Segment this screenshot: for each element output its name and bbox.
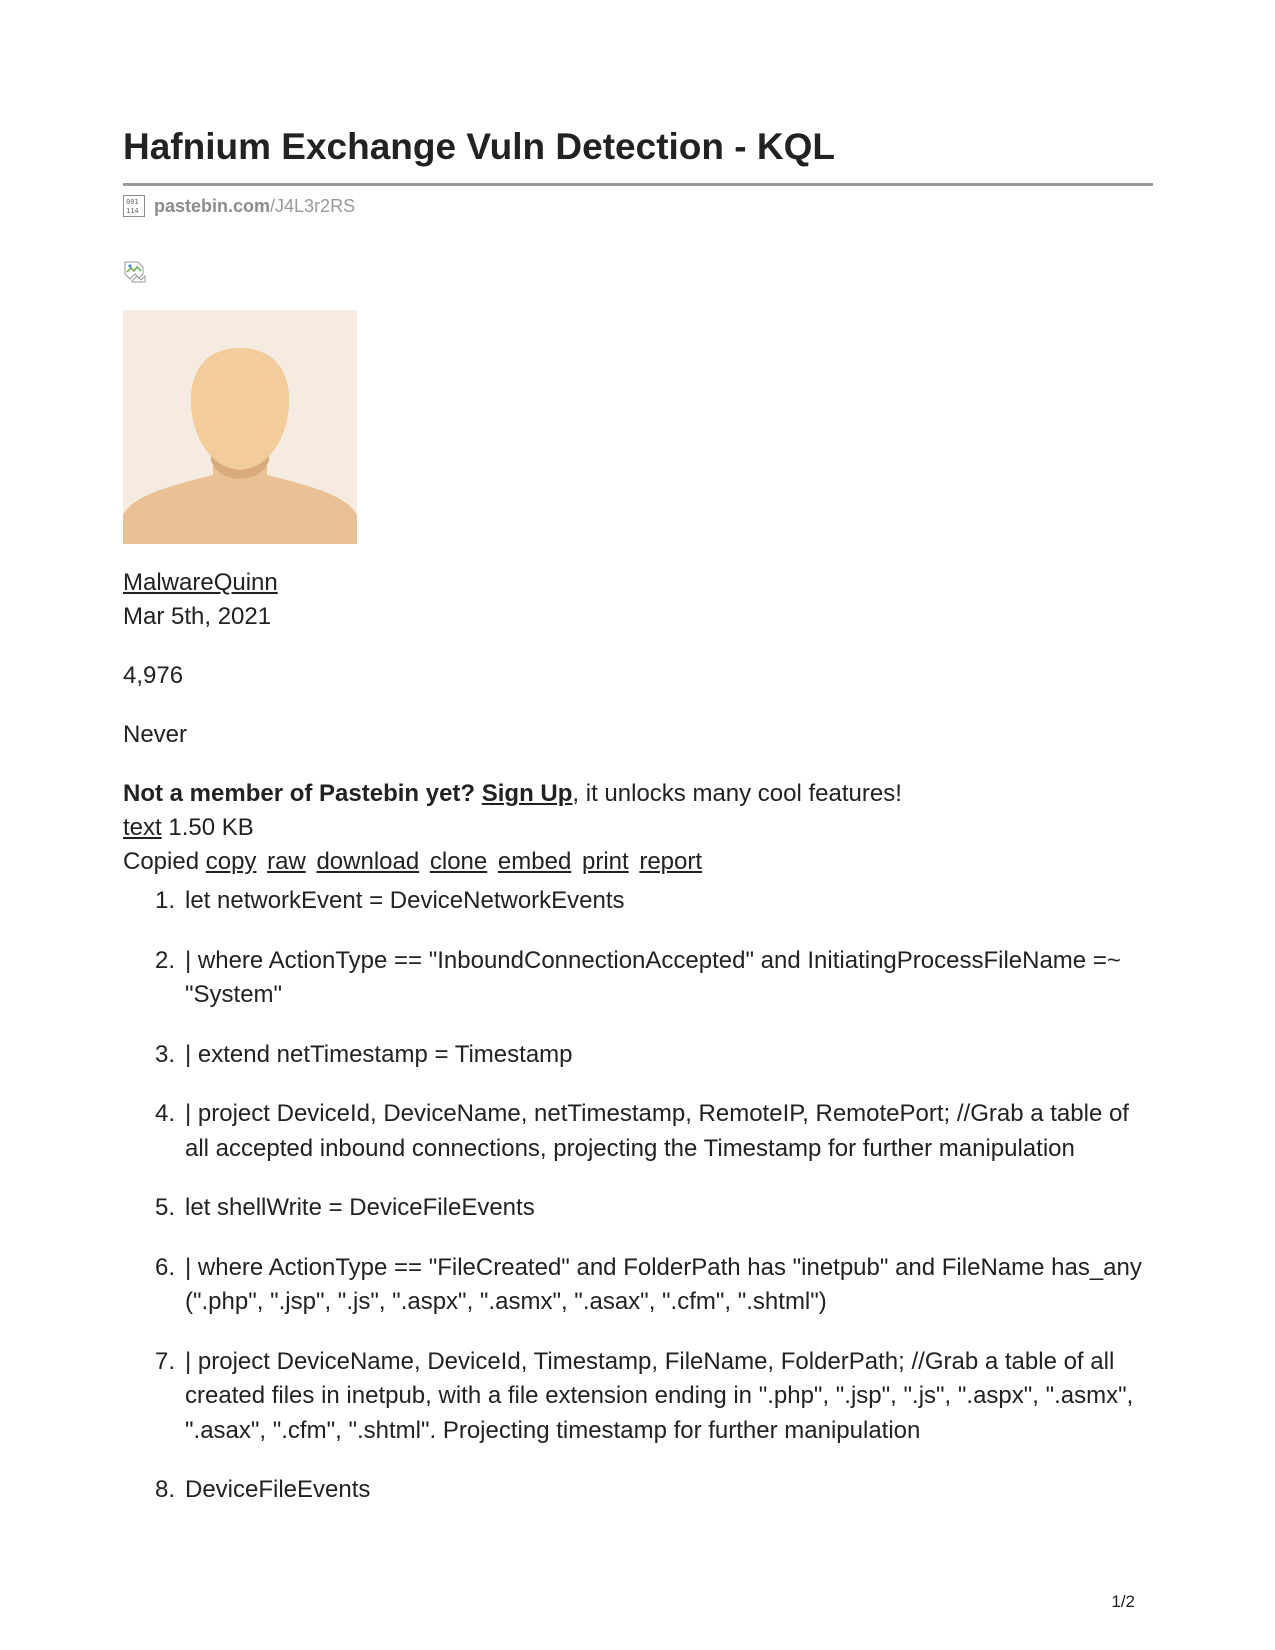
- download-link[interactable]: download: [316, 848, 420, 875]
- page-title: Hafnium Exchange Vuln Detection - KQL: [123, 126, 835, 167]
- syntax-link[interactable]: text: [123, 814, 162, 841]
- line-text: | extend netTimestamp = Timestamp: [185, 1040, 573, 1068]
- signup-banner: [123, 777, 902, 811]
- line-number: 4.: [155, 1100, 176, 1127]
- line-text: | where ActionType == "InboundConnectionAccepted" and InitiatingProcessFileName =~ "System": [185, 946, 1121, 1008]
- line-number: 1.: [155, 887, 176, 914]
- signup-rest: , it unlocks many cool features!: [572, 780, 902, 807]
- page-number: 1/2: [1111, 1592, 1135, 1611]
- code-line: [123, 884, 1153, 919]
- line-number: 6.: [155, 1253, 176, 1281]
- code-line: [123, 1473, 1153, 1508]
- source-link[interactable]: [123, 194, 355, 218]
- code-line: [123, 1191, 1153, 1226]
- author-avatar: [123, 310, 357, 544]
- code-line: [123, 1345, 1153, 1449]
- code-listing: [123, 884, 1153, 1533]
- code-line: [123, 1251, 1153, 1320]
- line-number: 5.: [155, 1194, 176, 1221]
- broken-image-icon: [123, 260, 147, 284]
- sign-up-link[interactable]: Sign Up: [481, 780, 573, 807]
- line-text: | project DeviceId, DeviceName, netTimestamp, RemoteIP, RemotePort; //Grab a table of all accepted inbound connections, projecting the Timestamp for further manipulation: [185, 1100, 1129, 1162]
- title-divider: [123, 183, 1153, 186]
- svg-text:001: 001: [126, 198, 139, 206]
- line-number: 2.: [155, 946, 176, 974]
- line-text: let networkEvent = DeviceNetworkEvents: [185, 887, 625, 914]
- clone-link[interactable]: clone: [429, 848, 488, 875]
- code-line: [123, 1097, 1153, 1166]
- author-link[interactable]: MalwareQuinn: [123, 569, 278, 596]
- svg-text:114: 114: [126, 207, 139, 215]
- action-bar: [123, 845, 706, 879]
- line-number: 7.: [155, 1347, 176, 1375]
- source-path[interactable]: /J4L3r2RS: [270, 195, 356, 216]
- line-number: 8.: [155, 1476, 176, 1503]
- copy-status: Copied: [123, 848, 200, 875]
- expiry: Never: [123, 721, 188, 748]
- line-text: | where ActionType == "FileCreated" and FolderPath has "inetpub" and FileName has_any (".php", ".jsp", ".js", ".aspx", ".asmx", ".asax", ".cfm", ".shtml"): [185, 1253, 1142, 1315]
- author-line: [123, 566, 278, 600]
- line-text: | project DeviceName, DeviceId, Timestamp, FileName, FolderPath; //Grab a table of all created files in inetpub, with a file extension ending in ".php", ".jsp", ".js", ".aspx", ".asmx", ".asax", ".cfm", ".shtml". Projecting timestamp for further manipulation: [185, 1347, 1134, 1444]
- line-number: 3.: [155, 1040, 176, 1068]
- source-domain[interactable]: pastebin.com: [154, 195, 271, 216]
- print-link[interactable]: print: [581, 848, 629, 875]
- report-link[interactable]: report: [639, 848, 703, 875]
- raw-link[interactable]: raw: [267, 848, 306, 875]
- view-count: 4,976: [123, 662, 184, 689]
- pastebin-favicon-icon: [123, 195, 145, 217]
- code-line: [123, 944, 1153, 1013]
- signup-question: Not a member of Pastebin yet?: [123, 780, 476, 807]
- paste-date: Mar 5th, 2021: [123, 603, 272, 630]
- code-line: [123, 1038, 1153, 1073]
- embed-link[interactable]: embed: [497, 848, 572, 875]
- file-size: 1.50 KB: [168, 814, 254, 841]
- line-text: let shellWrite = DeviceFileEvents: [185, 1194, 535, 1221]
- line-text: DeviceFileEvents: [185, 1476, 371, 1503]
- file-info: [123, 811, 254, 845]
- copy-link[interactable]: copy: [205, 848, 257, 875]
